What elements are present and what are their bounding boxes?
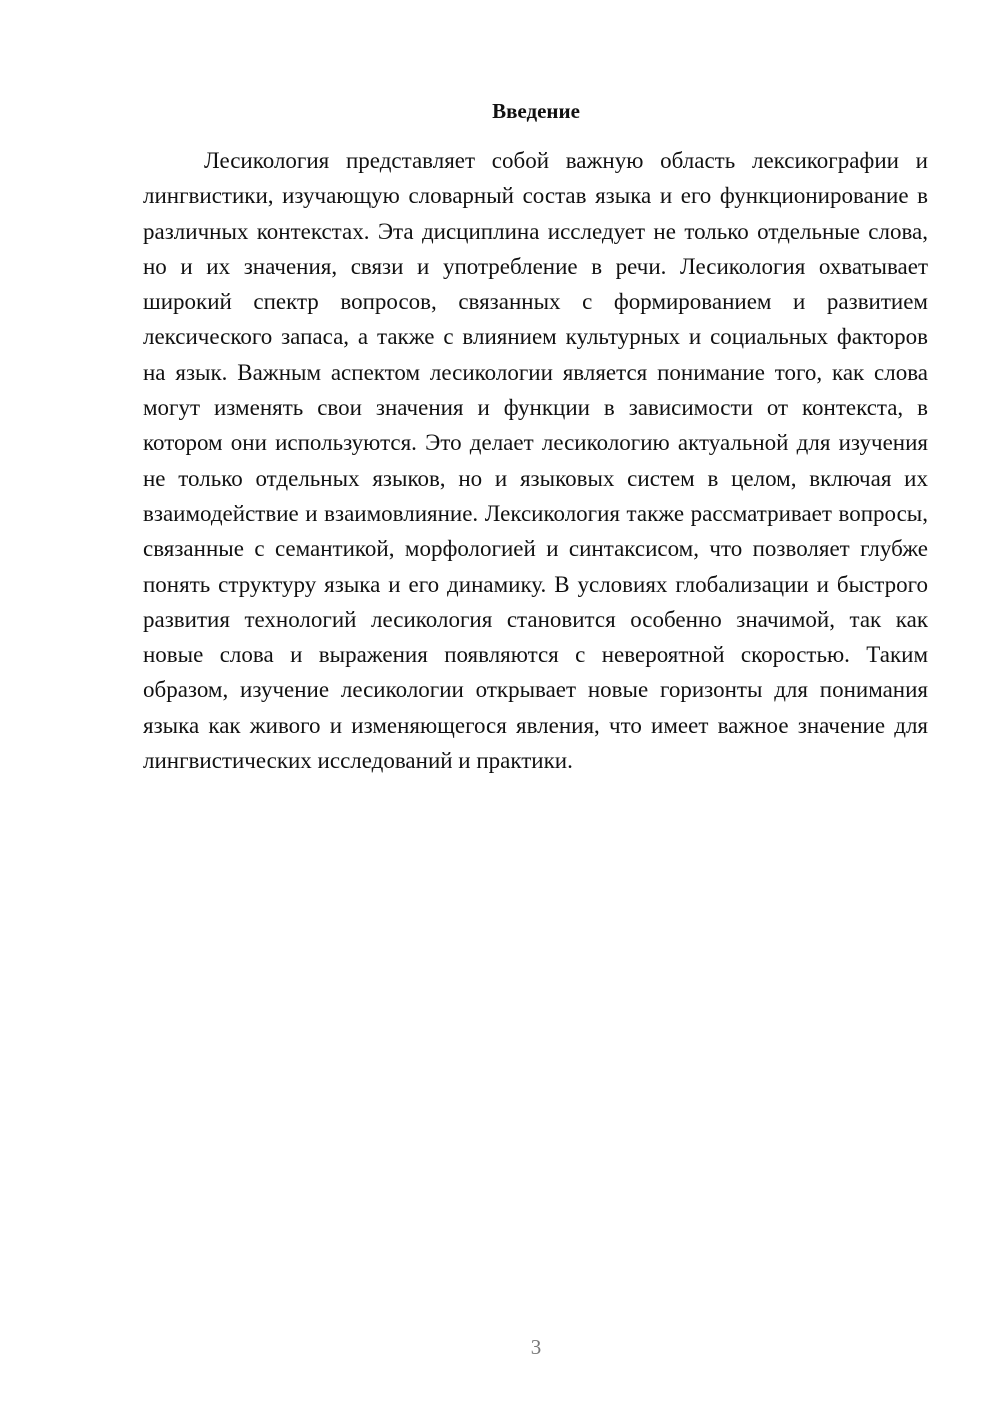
page-number: 3 xyxy=(530,1335,542,1359)
body-paragraph: Лесикология представляет собой важную область лексикографии и лингвистики, изучающую словарный состав языка и его функционирование в различных контекстах. Эта дисциплина исследует не только отдельные слова, но и их значения, связи и употребление в речи. Лесикология охватывает широкий спектр вопросов, связанных с формированием и развитием лексического запаса, а также с влиянием культурных и социальных факторов на язык. Важным аспектом лесикологии является понимание того, как слова могут изменять свои значения и функции в зависимости от контекста, в котором они используются. Это делает лесикологию актуальной для изучения не только отдельных языков, но и языковых систем в целом, включая их взаимодействие и взаимовлияние. Лексикология также рассматривает вопросы, связанные с семантикой, морфологией и синтаксисом, что позволяет глубже понять структуру языка и его динамику. В условиях глобализации и быстрого развития технологий лесикология становится особенно значимой, так как новые слова и выражения появляются с невероятной скоростью. Таким образом, изучение лесикологии открывает новые горизонты для понимания языка как живого и изменяющегося явления, что имеет важное значение для лингвистических исследований и практики. xyxy=(143,148,928,774)
section-title: Введение xyxy=(492,99,580,123)
